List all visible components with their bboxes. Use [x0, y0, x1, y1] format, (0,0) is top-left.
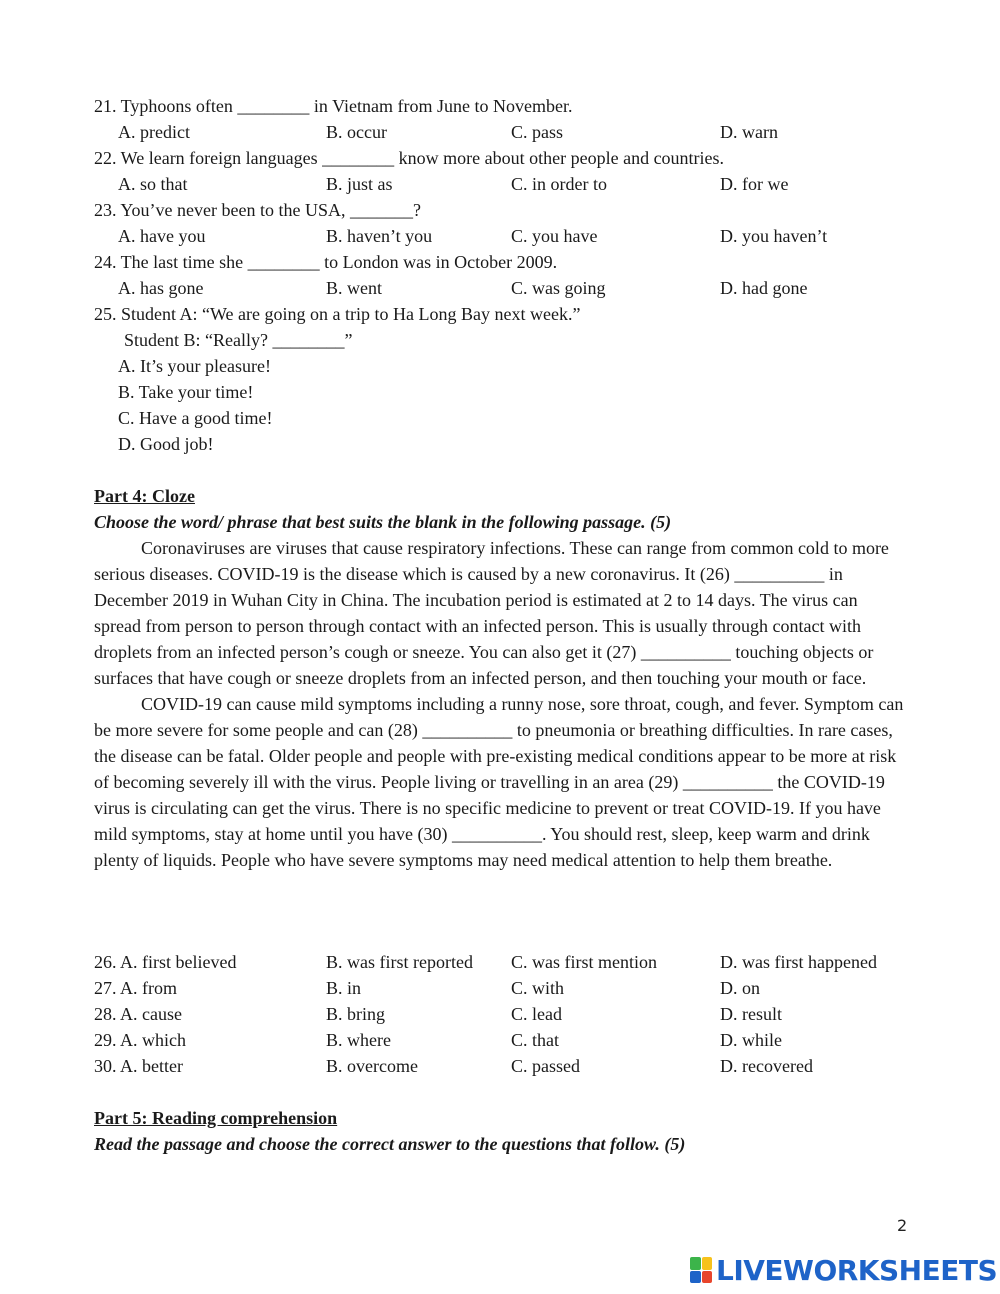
question-25-option-c: C. Have a good time!: [118, 408, 273, 428]
part5-heading: Part 5: Reading comprehension: [94, 1108, 338, 1128]
question-30-option-c: C. passed: [511, 1056, 580, 1076]
question-28-option-c: C. lead: [511, 1004, 562, 1024]
question-26-option-b: B. was first reported: [326, 952, 473, 972]
question-30-option-a: 30. A. better: [94, 1056, 183, 1076]
question-25-option-d: D. Good job!: [118, 434, 214, 454]
question-27-option-c: C. with: [511, 978, 565, 998]
part4-instruction: Choose the word/ phrase that best suits the blank in the following passage. (5): [94, 512, 672, 532]
question-23-option-b: B. haven’t you: [326, 226, 433, 246]
question-29-option-d: D. while: [720, 1030, 782, 1050]
question-30-option-b: B. overcome: [326, 1056, 418, 1076]
cloze-paragraph-2: COVID-19 can cause mild symptoms including a runny nose, sore throat, cough, and fever. Symptom can be more severe for some people and can (28) __________ to pneumonia or breathing difficulties. In rare cases, the disease can be fatal. Older people and people with pre-existing medical conditions appear to be more at risk of becoming severely ill with the virus. People living or travelling in an area (29) __________ the COVID-19 virus is circulating can get the virus. There is no specific medicine to prevent or treat COVID-19. If you have mild symptoms, stay at home until you have (30) __________. You should rest, sleep, keep warm and drink plenty of liquids. People who have severe symptoms may need medical attention to help them breathe.: [94, 694, 904, 870]
liveworksheets-logo-text: LIVEWORKSHEETS: [716, 1253, 998, 1287]
question-29-option-c: C. that: [511, 1030, 559, 1050]
question-25-stem: 25. Student A: “We are going on a trip to Ha Long Bay next week.”: [94, 304, 581, 324]
question-27-option-a: 27. A. from: [94, 978, 177, 998]
question-29-option-a: 29. A. which: [94, 1030, 186, 1050]
question-22-option-b: B. just as: [326, 174, 393, 194]
question-22-stem: 22. We learn foreign languages ________ know more about other people and countries.: [94, 148, 725, 168]
question-27-option-b: B. in: [326, 978, 362, 998]
question-25-option-a: A. It’s your pleasure!: [118, 356, 271, 376]
question-29-option-b: B. where: [326, 1030, 391, 1050]
liveworksheets-logo-icon: [690, 1257, 712, 1283]
question-21-option-d: D. warn: [720, 122, 778, 142]
question-23-option-c: C. you have: [511, 226, 598, 246]
question-25-option-b: B. Take your time!: [118, 382, 254, 402]
question-23-option-d: D. you haven’t: [720, 226, 828, 246]
question-24-stem: 24. The last time she ________ to London was in October 2009.: [94, 252, 558, 272]
question-30-option-d: D. recovered: [720, 1056, 813, 1076]
question-27-option-d: D. on: [720, 978, 760, 998]
question-23-option-a: A. have you: [118, 226, 206, 246]
question-24-option-b: B. went: [326, 278, 382, 298]
question-26-option-c: C. was first mention: [511, 952, 657, 972]
cloze-passage: [94, 535, 906, 873]
question-28-option-d: D. result: [720, 1004, 782, 1024]
question-21-stem: 21. Typhoons often ________ in Vietnam from June to November.: [94, 96, 573, 116]
question-24-option-a: A. has gone: [118, 278, 204, 298]
question-21-option-c: C. pass: [511, 122, 564, 142]
question-28-option-b: B. bring: [326, 1004, 386, 1024]
liveworksheets-logo[interactable]: [690, 1253, 997, 1287]
question-28-option-a: 28. A. cause: [94, 1004, 182, 1024]
question-26-option-d: D. was first happened: [720, 952, 877, 972]
question-22-option-d: D. for we: [720, 174, 789, 194]
question-21-option-b: B. occur: [326, 122, 387, 142]
question-24-option-d: D. had gone: [720, 278, 808, 298]
question-26-option-a: 26. A. first believed: [94, 952, 237, 972]
part4-heading: Part 4: Cloze: [94, 486, 195, 506]
question-24-option-c: C. was going: [511, 278, 606, 298]
question-23-stem: 23. You’ve never been to the USA, _______?: [94, 200, 421, 220]
question-22-option-a: A. so that: [118, 174, 188, 194]
cloze-paragraph-1: Coronaviruses are viruses that cause respiratory infections. These can range from common cold to more serious diseases. COVID-19 is the disease which is caused by a new coronavirus. It (26) __________ in December 2019 in Wuhan City in China. The incubation period is estimated at 2 to 14 days. The virus can spread from person to person through contact with an infected person. This is usually through contact with droplets from an infected person’s cough or sneeze. You can also get it (27) __________ touching objects or surfaces that have cough or sneeze droplets from an infected person, and then touching your mouth or face.: [94, 538, 889, 688]
question-21-option-a: A. predict: [118, 122, 190, 142]
question-25-dialogue-b: Student B: “Really? ________”: [124, 330, 353, 350]
part5-instruction: Read the passage and choose the correct answer to the questions that follow. (5): [94, 1134, 686, 1154]
page-number: 2: [897, 1216, 908, 1235]
question-22-option-c: C. in order to: [511, 174, 607, 194]
